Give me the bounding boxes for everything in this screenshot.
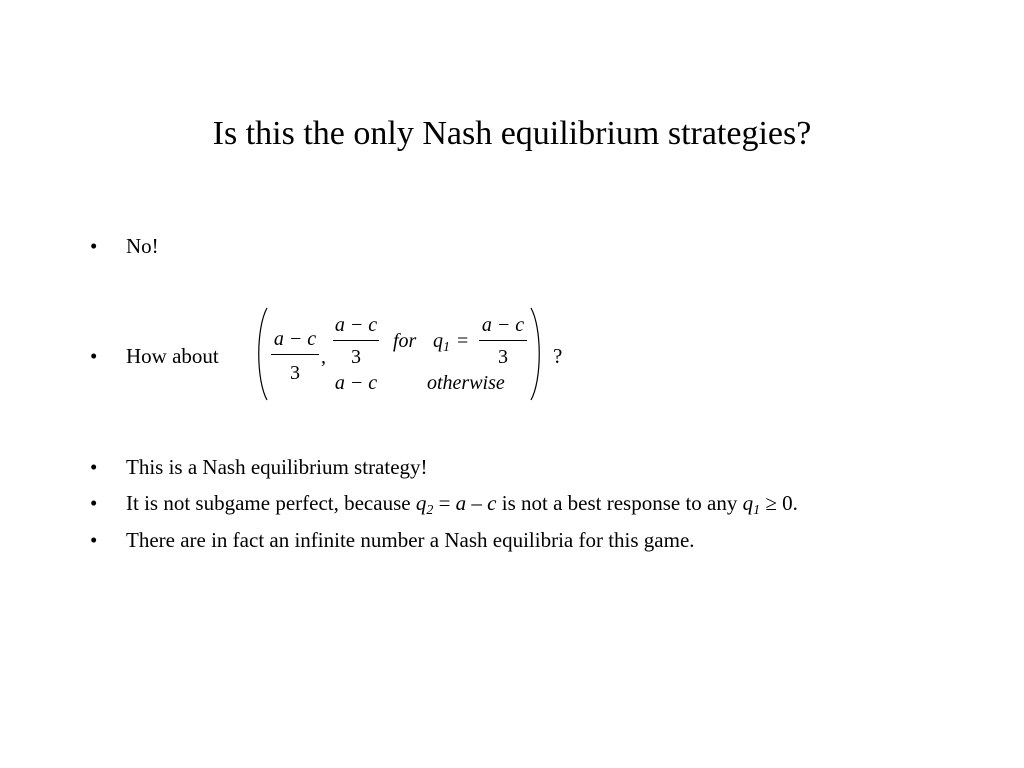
case2-value: a − c <box>334 372 378 394</box>
bullet-marker: • <box>90 455 98 479</box>
bullet-text: There are in fact an infinite number a Nash equilibria for this game. <box>126 528 695 552</box>
left-fraction-bar <box>271 354 319 355</box>
condition-numerator: a − c <box>481 314 525 336</box>
question-mark: ? <box>553 344 563 368</box>
case1-fraction-bar <box>333 340 379 341</box>
bullet-how-about <box>90 343 219 369</box>
condition-denominator: 3 <box>498 346 508 368</box>
left-fraction-denominator: 3 <box>290 362 300 384</box>
left-fraction-numerator: a − c <box>273 328 317 350</box>
bullet-text-before: It is not subgame perfect, because <box>126 491 416 515</box>
bullet-marker: • <box>90 344 98 368</box>
right-paren <box>529 306 543 402</box>
strategy-expression <box>255 306 545 402</box>
comma: , <box>321 346 326 368</box>
condition-fraction-bar <box>479 340 527 341</box>
q1-variable: $q_1$ <box>742 491 761 518</box>
bullet-text: No! <box>126 234 159 258</box>
bullet-text-after: is not a best response to any <box>496 491 743 515</box>
equals-sign: = <box>457 330 469 352</box>
otherwise-word: otherwise <box>427 372 505 394</box>
bullet-marker: • <box>90 528 98 552</box>
q2-variable: $q_2$ <box>415 491 434 518</box>
bullet-text: How about <box>126 344 219 368</box>
slide-title: Is this the only Nash equilibrium strategies? <box>212 115 812 152</box>
bullet-subgame-perfect <box>90 490 798 516</box>
bullet-nash-strategy <box>90 454 428 480</box>
bullet-marker: • <box>90 491 98 515</box>
bullet-text: This is a Nash equilibrium strategy! <box>126 455 428 479</box>
for-word: for <box>393 330 417 352</box>
q-variable: $q_1$ <box>433 330 450 355</box>
left-paren <box>255 306 269 402</box>
bullet-text-end: ≥ 0. <box>760 491 798 515</box>
expression-a-minus-c: a – c <box>455 491 497 515</box>
bullet-infinite-equilibria <box>90 527 695 553</box>
bullet-marker: • <box>90 234 98 258</box>
case1-numerator: a − c <box>334 314 378 336</box>
bullet-no <box>90 233 159 259</box>
case1-denominator: 3 <box>351 346 361 368</box>
equals-text: = <box>433 491 456 515</box>
